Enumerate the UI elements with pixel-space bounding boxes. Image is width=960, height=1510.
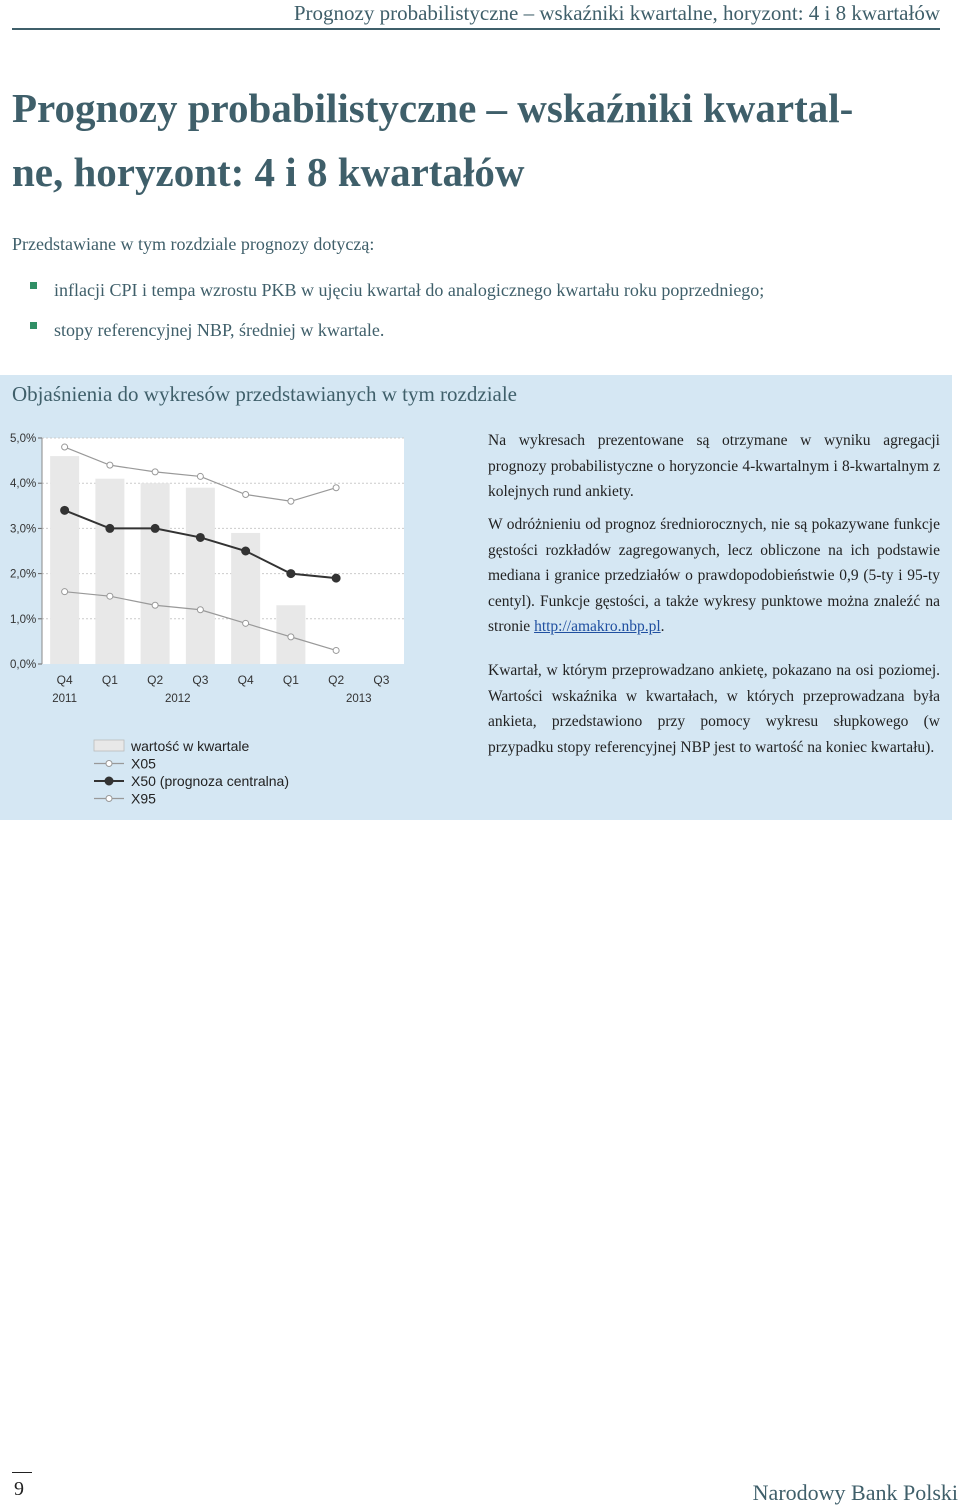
series-point-x50 (61, 506, 69, 514)
series-point-x50 (106, 524, 114, 532)
series-point-x50 (151, 524, 159, 532)
series-point-x05 (107, 593, 113, 599)
example-chart (0, 422, 478, 820)
page-title-line-2: ne, horyzont: 4 i 8 kwartałów (12, 149, 525, 195)
year-label: 2011 (52, 693, 77, 705)
series-point-x50 (196, 533, 204, 541)
series-point-x05 (243, 620, 249, 626)
series-point-x95 (333, 485, 339, 491)
series-point-x95 (197, 473, 203, 479)
x-tick-label: Q1 (282, 673, 299, 687)
explanation-box-title: Objaśnienia do wykresów przedstawianych w tym rozdziale (12, 382, 518, 406)
bar (95, 479, 124, 664)
series-point-x95 (152, 469, 158, 475)
explanation-paragraph-2 (488, 512, 940, 640)
amakro-link[interactable]: http://amakro.nbp.pl (534, 618, 661, 636)
x-tick-label: Q2 (147, 673, 164, 687)
bullet-text: stopy referencyjnej NBP, średniej w kwartale. (54, 320, 385, 340)
legend-label: X05 (131, 755, 156, 772)
bar (186, 488, 215, 664)
bullet-item (30, 316, 764, 356)
y-tick-label: 4,0% (10, 478, 37, 491)
series-point-x95 (288, 498, 294, 504)
chart-svg (0, 422, 478, 820)
intro-text: Przedstawiane w tym rozdziale prognozy dotyczą: (12, 234, 375, 254)
explanation-paragraph-2-end: . (660, 618, 665, 636)
x-tick-label: Q4 (56, 673, 73, 687)
series-point-x05 (288, 634, 294, 640)
year-label: 2013 (345, 693, 372, 705)
running-header: Prognozy probabilistyczne – wskaźniki kwartalne, horyzont: 4 i 8 kwartałów (293, 1, 940, 25)
series-point-x95 (62, 444, 68, 450)
y-tick-label: 3,0% (10, 523, 37, 536)
bar (50, 456, 79, 664)
legend-label: X50 (prognoza centralna) (131, 773, 289, 789)
series-point-x95 (243, 492, 249, 498)
explanation-text-column (480, 422, 952, 820)
bullet-text: inflacji CPI i tempa wzrostu PKB w ujęciu kwartał do analogicznego kwartału roku poprzedniego; (54, 280, 765, 300)
series-point-x05 (333, 647, 339, 653)
year-label: 2012 (164, 693, 191, 705)
x-tick-label: Q4 (237, 673, 254, 687)
legend-label: wartość w kwartale (131, 738, 250, 754)
bullet-item (30, 276, 764, 316)
square-bullet-icon (30, 322, 37, 329)
legend-swatch-marker (105, 777, 113, 785)
series-point-x50 (332, 574, 340, 582)
y-tick-label: 5,0% (10, 433, 37, 445)
page-number: 9 (14, 1478, 24, 1500)
x-tick-label: Q2 (328, 673, 345, 687)
explanation-paragraph-3: Kwartał, w którym przeprowadzano ankietę, pokazano na osi poziomej. Wartości wskaźnika w kwartałach, w których przeprowadzana była ankieta, przedstawiono przy pomocy wykresu słupkowego (w przypadku stopy referencyjnej NBP jest to wartość na koniec kwartału). (488, 662, 940, 756)
square-bullet-icon (30, 282, 37, 289)
footer-brand: Narodowy Bank Polski (752, 1480, 958, 1505)
series-point-x05 (152, 602, 158, 608)
series-point-x50 (242, 547, 250, 555)
legend-swatch-bar (94, 740, 124, 751)
series-point-x95 (107, 462, 113, 468)
series-point-x50 (287, 570, 295, 578)
bullet-list (30, 276, 764, 356)
x-tick-label: Q3 (373, 673, 390, 687)
footer-rule (12, 1472, 32, 1473)
x-tick-label: Q1 (101, 673, 118, 687)
header-rule (12, 28, 940, 30)
legend-label: X95 (131, 790, 156, 807)
y-tick-label: 2,0% (10, 568, 37, 581)
series-point-x05 (197, 607, 203, 613)
bar (141, 483, 170, 664)
page-title-line-1: Prognozy probabilistyczne – wskaźniki kwartal- (12, 85, 854, 131)
y-tick-label: 0,0% (10, 659, 37, 671)
legend-swatch-marker (106, 761, 112, 767)
page-title (12, 76, 940, 204)
explanation-paragraph-1: Na wykresach prezentowane są otrzymane w wyniku agregacji prognozy probabilistyczne o horyzoncie 4-kwartalnym i 8-kwartalnym z kolejnych rund ankiety. (488, 432, 940, 501)
y-tick-label: 1,0% (10, 613, 37, 626)
legend-swatch-marker (106, 796, 112, 802)
x-tick-label: Q3 (192, 673, 209, 687)
explanation-paragraph-2-text: W odróżnieniu od prognoz średniorocznych, nie są pokazywane funkcje gęstości rozkładów zagregowanych, lecz obliczone na ich podstawie mediana i granice przedziałów o prawdopodobieństwie 0,9 (5-ty i 95-ty centyl). Funkcje gęstości, a także wykresy punktowe można znaleźć na stronie (488, 516, 940, 636)
series-point-x05 (62, 589, 68, 595)
